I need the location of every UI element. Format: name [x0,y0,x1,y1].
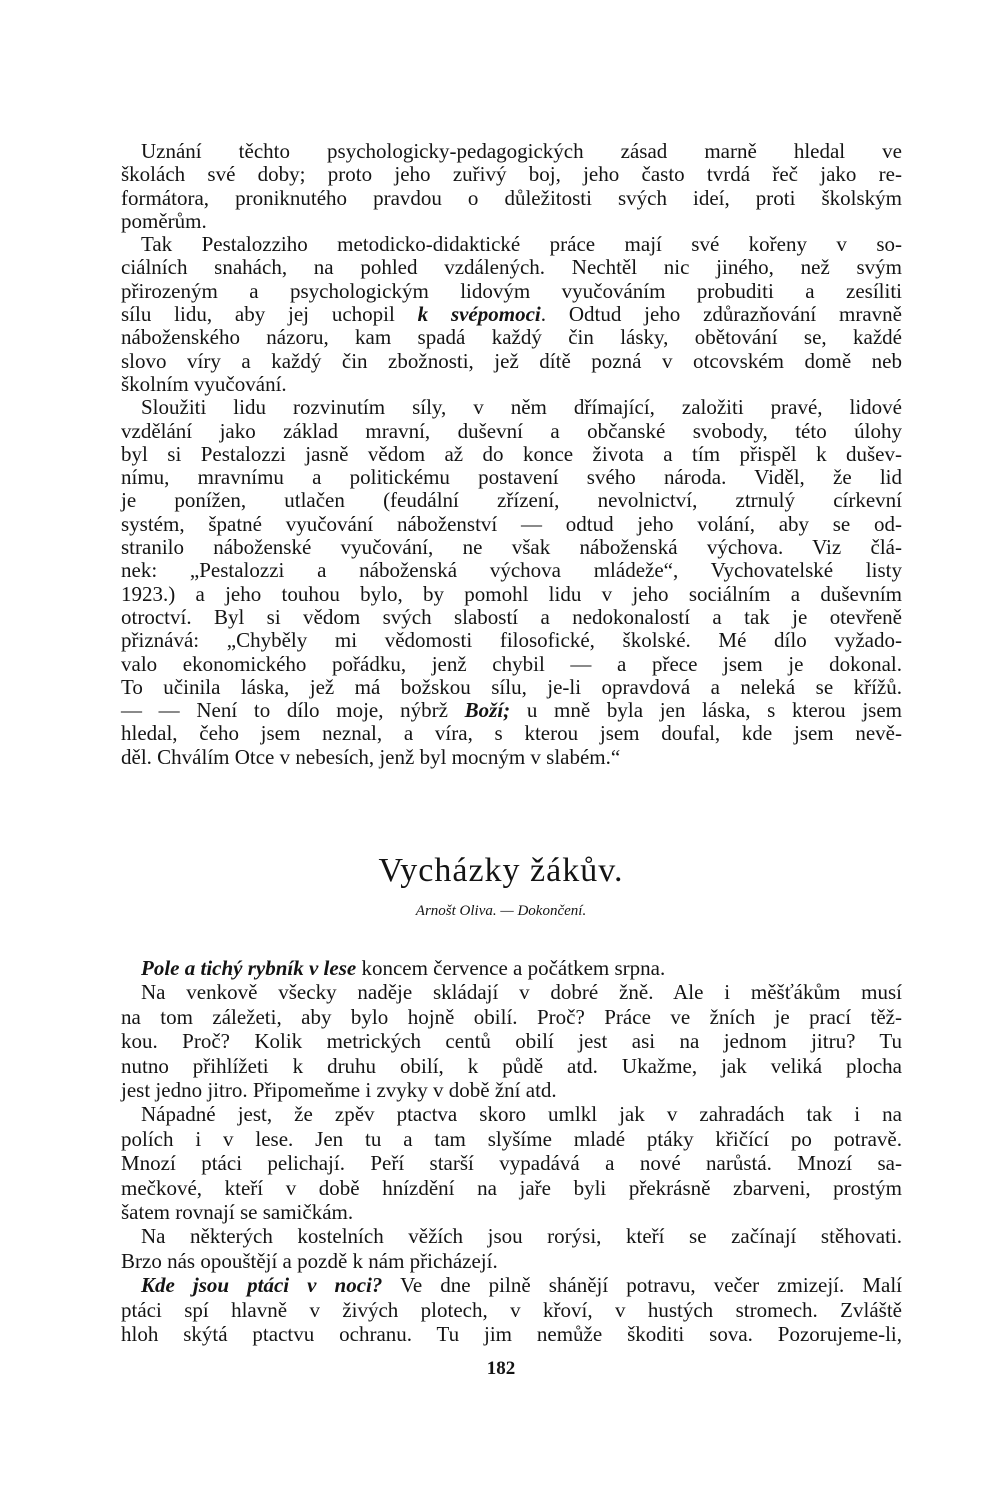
text-line [121,256,902,279]
line-text: — — Není to dílo moje, nýbrž [121,698,465,723]
text-line [121,1249,902,1273]
text-line [121,606,902,629]
text-line [121,1298,902,1322]
text-line [121,1078,902,1102]
line-text: děl. Chválím Otce v nebesích, jenž byl mocným v slabém.“ [121,744,621,769]
body-text-section-2 [121,956,902,1347]
line-text: polích i v lese. Jen tu a tam slyšíme mladé ptáky křičící po potravě. [121,1126,902,1151]
line-text: Brzo nás opouštějí a pozdě k nám přicházejí. [121,1248,498,1273]
line-text: je ponížen, utlačen (feudální zřízení, nevolnictví, ztrnulý církevní [121,488,902,513]
line-text: Sloužiti lidu rozvinutím síly, v něm dřímající, založiti pravé, lidové [141,395,902,420]
article-title: Vycházky žákův. [378,852,624,889]
text-line [121,326,902,349]
page-number: 182 [486,1358,516,1379]
line-text: hloh skýtá ptactvu ochranu. Tu jim nemůže škoditi sova. Pozorujeme-li, [121,1322,902,1347]
text-line [121,559,902,582]
line-text: . Odtud jeho zdůrazňování mravně [540,302,902,327]
emphasis-text: Pole a tichý rybník v lese [141,956,357,980]
line-text: stranilo náboženské vyučování, ne však náboženská výchova. Viz člá- [121,535,902,560]
text-line [121,722,902,745]
line-text: šatem rovnají se samičkám. [121,1200,354,1225]
line-text: Na venkově všecky naděje skládají v dobré žně. Ale i měšťákům musí [141,980,902,1005]
text-line [121,1200,902,1224]
text-line [121,373,902,396]
text-line [121,956,902,980]
text-line [121,653,902,676]
line-text: Ve dne pilně shánějí potravu, večer zmizejí. Malí [382,1273,902,1298]
body-text-section-1 [121,140,902,769]
text-line [121,1102,902,1126]
text-line [121,1322,902,1346]
emphasis-text: k svépomoci [417,302,541,327]
text-line [121,1054,902,1078]
line-text: přiznává: „Chyběly mi vědomosti filosofické, školské. Mé dílo vyžado- [121,628,902,653]
line-text: nímu, mravnímu a politickému postavení svého národa. Viděl, že lid [121,465,902,490]
line-text: přirozeným a psychologickým lidovým vyučováním probuditi a zesíliti [121,278,902,303]
text-line [121,187,902,210]
text-line [121,1151,902,1175]
line-text: koncem července a počátkem srpna. [356,956,666,980]
text-line [121,303,902,326]
text-line [121,513,902,536]
text-line [121,443,902,466]
line-text: nutno přihlížeti k druhu obilí, k půdě atd. Ukažme, jak veliká plocha [121,1053,902,1078]
text-line [121,466,902,489]
line-text: jest jedno jitro. Připomeňme i zvyky v době žní atd. [121,1078,557,1103]
line-text: slovo víry a každý čin zbožnosti, jež dítě pozná v otcovském domě neb [121,348,902,373]
line-text: mečkové, kteří v době hnízdění na jaře byli překrásně zbarveni, prostým [121,1175,902,1200]
line-text: nek: „Pestalozzi a náboženská výchova mládeže“, Vychovatelské listy [121,558,902,583]
article-byline: Arnošt Oliva. — Dokončení. [415,903,587,919]
line-text: ptáci spí hlavně v živých plotech, v křoví, v hustých stromech. Zvláště [121,1297,902,1322]
line-text: Uznání těchto psychologicky-pedagogických zásad marně hledal ve [141,139,902,163]
line-text: otroctví. Byl si vědom svých slabostí a nedokonalostí a tak je otevřeně [121,604,902,629]
text-line [121,396,902,419]
text-line [121,350,902,373]
text-line [121,536,902,559]
text-line [121,280,902,303]
text-line [121,746,902,769]
line-text: sílu lidu, aby jej uchopil [121,302,418,327]
text-line [121,420,902,443]
text-line [121,699,902,722]
line-text: školách své doby; proto jeho zuřivý boj, jeho často tvrdá řeč jako re- [121,162,902,187]
text-line [121,1176,902,1200]
line-text: byl si Pestalozzi jasně vědom až do konce života a tím přispěl k dušev- [121,441,902,466]
text-line [121,980,902,1004]
line-text: u mně byla jen láska, s kterou jsem [510,698,902,723]
text-line [121,163,902,186]
text-line [121,233,902,256]
text-line [121,1273,902,1297]
emphasis-text: Boží; [464,698,511,723]
line-text: systém, špatné vyučování náboženství — odtud jeho volání, aby se od- [121,511,902,536]
line-text: kou. Proč? Kolik metrických centů obilí jest asi na jednom jitru? Tu [121,1029,902,1054]
text-line [121,1127,902,1151]
line-text: 1923.) a jeho touhou bylo, by pomohl lidu v jeho sociálním a duševním [121,581,902,606]
line-text: Mnozí ptáci pelichají. Peří starší vypadává a nové narůstá. Mnozí sa- [121,1151,902,1176]
text-line [121,1005,902,1029]
line-text: poměrům. [121,208,207,233]
line-text: hledal, čeho jsem neznal, a víra, s kterou jsem doufal, kde jsem nevě- [121,721,902,746]
line-text: Nápadné jest, že zpěv ptactva skoro umlkl jak v zahradách tak i na [141,1102,902,1127]
text-line [121,210,902,233]
line-text: valo ekonomického pořádku, jenž chybil — a přece jsem je dokonal. [121,651,902,676]
text-line [121,489,902,512]
text-line [121,583,902,606]
line-text: vzdělání jako základ mravní, duševní a občanské svobody, této úlohy [121,418,902,443]
line-text: školním vyučování. [121,371,287,396]
text-line [121,629,902,652]
text-line [121,1029,902,1053]
line-text: formátora, proniknutého pravdou o důležitosti svých ideí, proti školským [121,185,902,210]
line-text: Na některých kostelních věžích jsou rorýsi, kteří se začínají stěhovati. [141,1224,902,1249]
line-text: ciálních snahách, na pohled vzdálených. Nechtěl nic jiného, než svým [121,255,902,280]
line-text: Tak Pestalozziho metodicko-didaktické práce mají své kořeny v so- [141,232,902,257]
emphasis-text: Kde jsou ptáci v noci? [141,1273,383,1298]
text-line [121,1224,902,1248]
line-text: náboženského názoru, kam spadá každý čin lásky, obětování se, každé [121,325,902,350]
line-text: To učinila láska, jež má božskou sílu, je-li opravdová a neleká se křížů. [121,674,902,699]
text-line [121,140,902,163]
line-text: na tom záležeti, aby bylo hojně obilí. Proč? Práce ve žních je prací těž- [121,1004,902,1029]
text-line [121,676,902,699]
